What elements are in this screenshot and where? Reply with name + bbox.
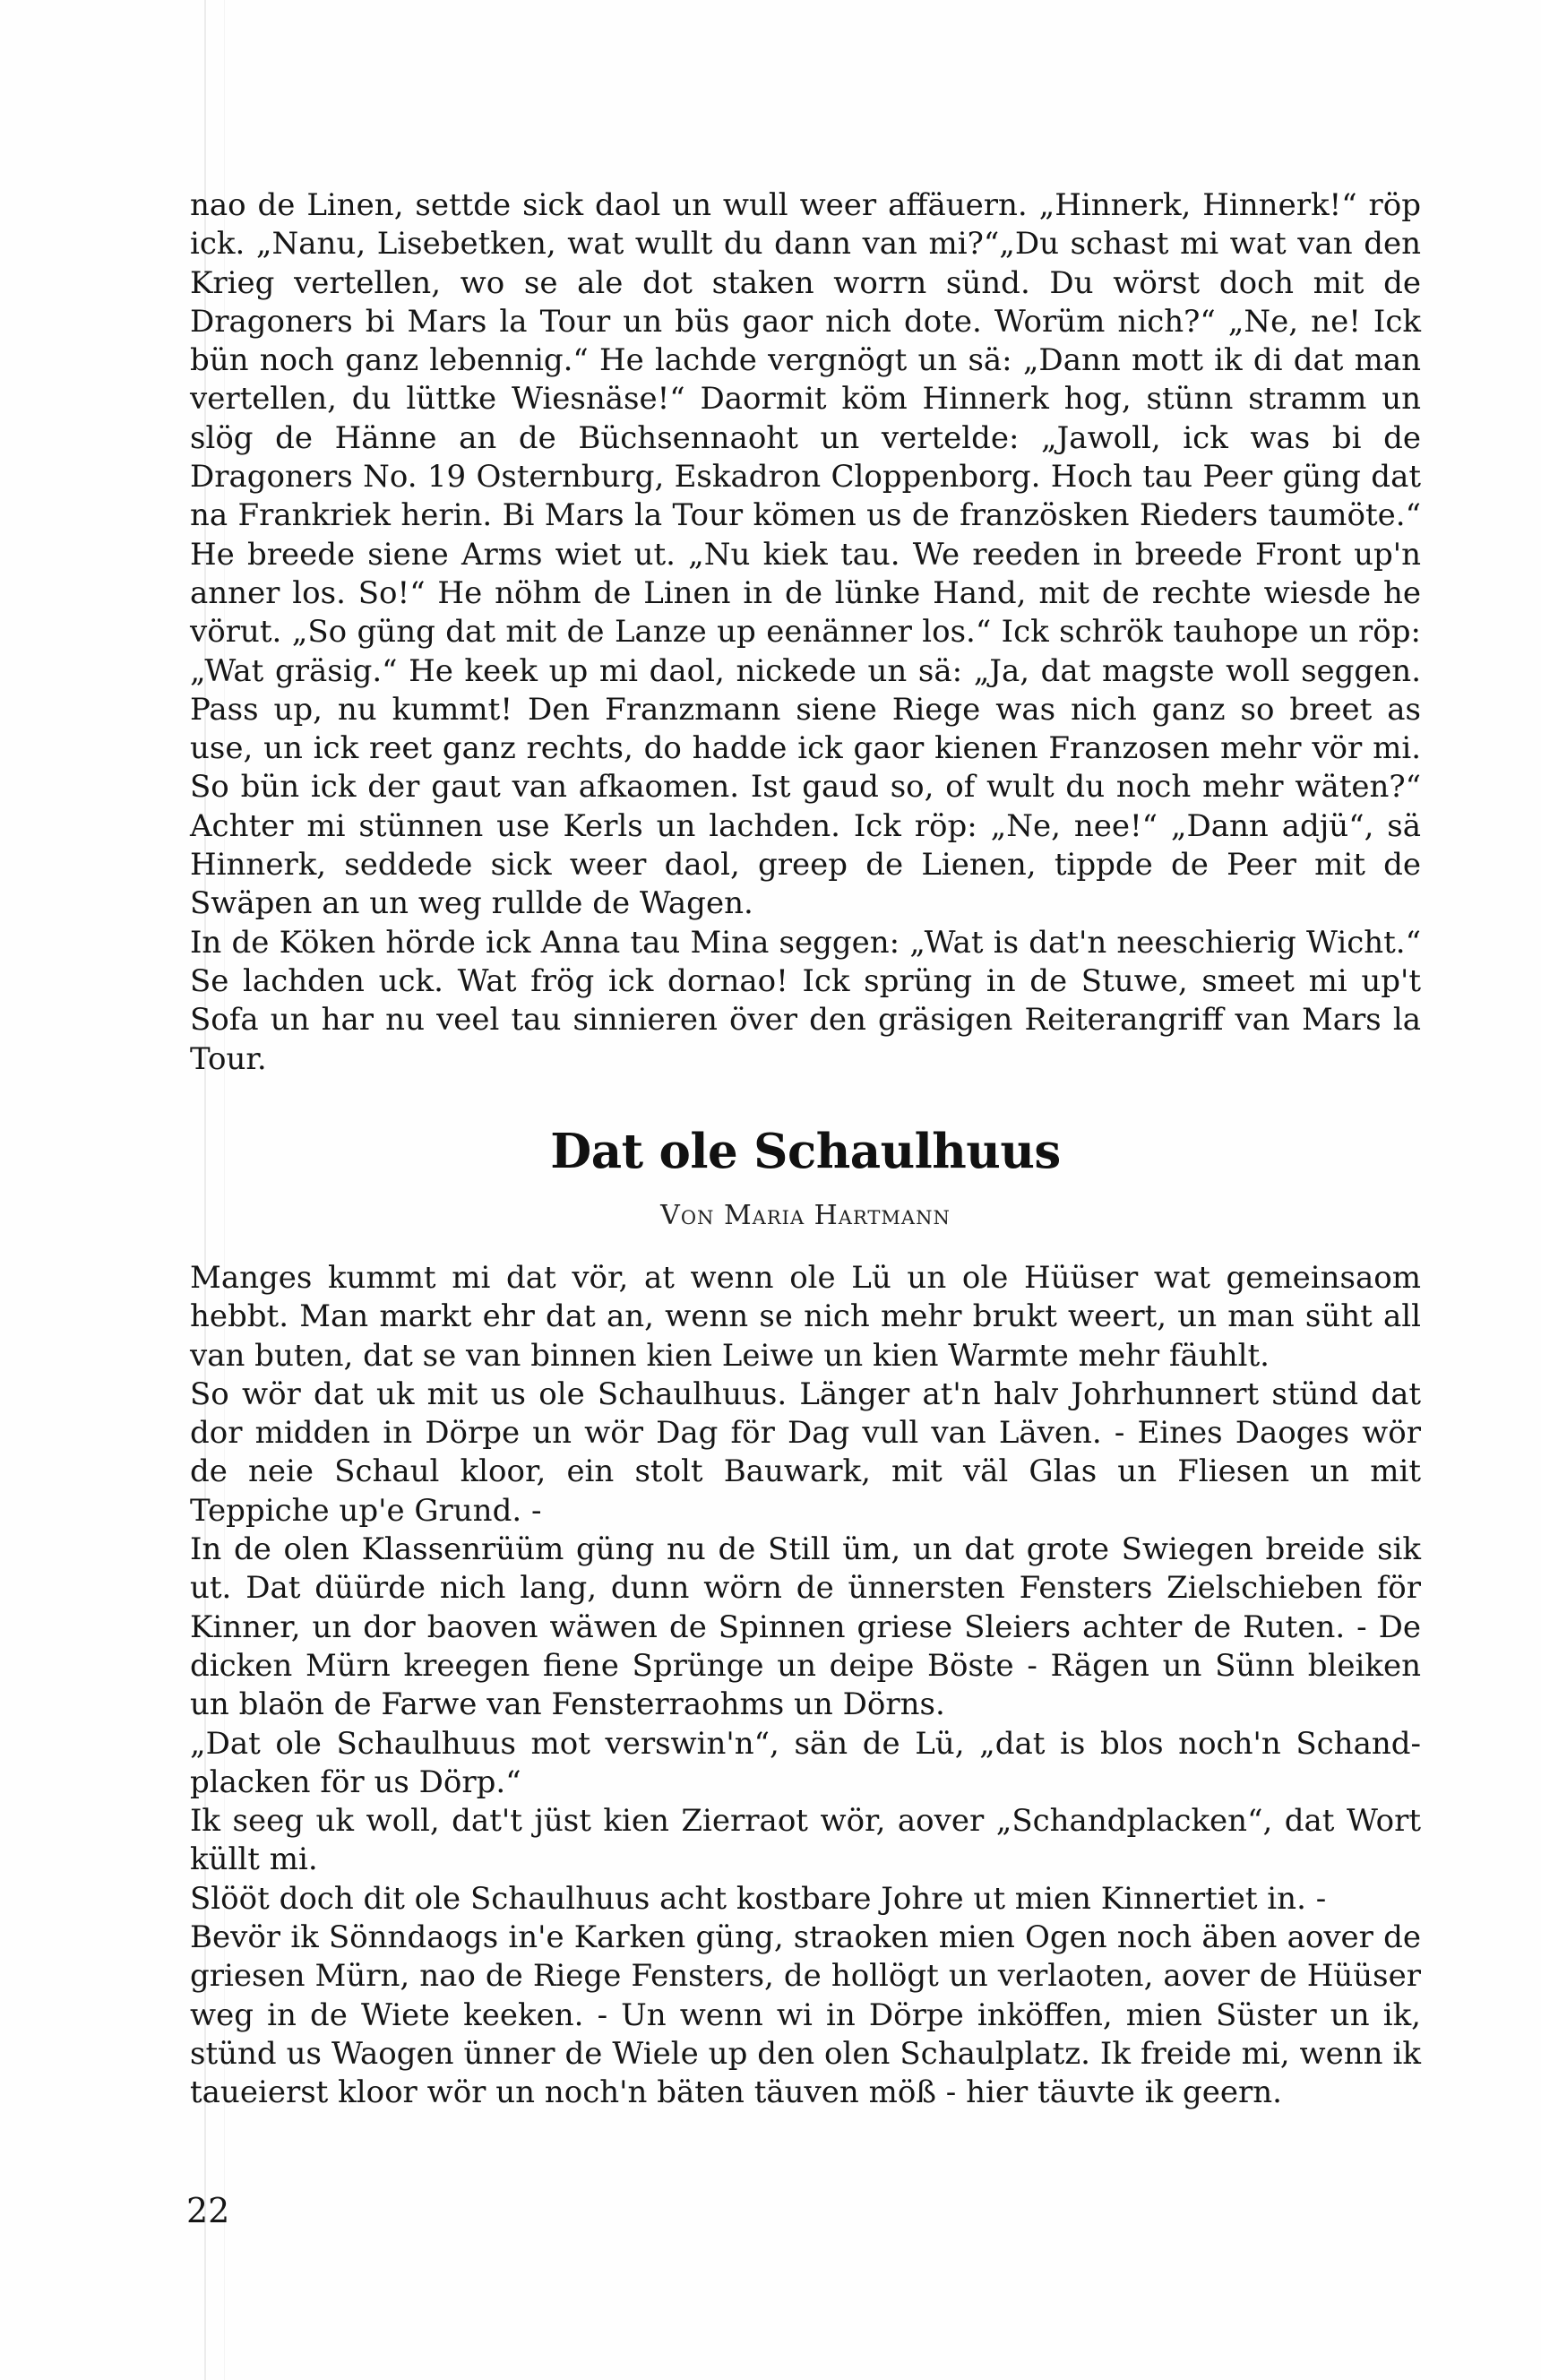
article-title: Dat ole Schaulhuus [550, 1124, 1061, 1179]
page-number: 22 [186, 2191, 230, 2230]
paragraph: In de Köken hörde ick Anna tau Mina seggen: „Wat is dat'n neeschierig Wicht.“ Se lachden uck. Wat frög ick dornao! Ick sprüng in de Stuwe, smeet mi up't Sofa un har nu veel tau sinnieren över den gräsigen Reiterangriff van Mars la Tour. [190, 924, 1421, 1077]
continuation-text [190, 186, 1421, 1079]
article-body [190, 1259, 1421, 2113]
paragraph: In de olen Klassenrüüm güng nu de Still üm, un dat grote Swiegen breide sik ut. Dat düürde nich lang, dunn wörn de ünnersten Fensters Zielschieben för Kinner, un dor baoven wäwen de Spinnen griese Sleiers achter de Ruten. - De dicken Mürn kreegen fiene Sprünge un deipe Böste - Rägen un Sünn bleiken un blaön de Farwe van Fensterraohms un Dörns. [190, 1531, 1421, 1723]
paragraph: Ik seeg uk woll, dat't jüst kien Zierraot wör, aover „Schandplacken“, dat Wort küllt mi. [190, 1803, 1421, 1878]
paragraph: Bevör ik Sönndaogs in'e Karken güng, straoken mien Ogen noch äben aover de griesen Mürn, nao de Riege Fensters, de hollögt un verlaoten, aover de Hüüser weg in de Wiete keeken. - Un wenn wi in Dörpe inköffen, mien Süster un ik, stünd us Waogen ünner de Wiele up den olen Schaulplatz. Ik freide mi, wenn ik taueierst kloor wör un noch'n bäten täuven möß - hier täuvte ik geern. [190, 1919, 1421, 2111]
paragraph: „Dat ole Schaulhuus mot verswin'n“, sän de Lü, „dat is blos noch'n Schandplacken för us Dörp.“ [190, 1725, 1421, 1800]
paragraph: Slööt doch dit ole Schaulhuus acht kostbare Johre ut mien Kinnertiet in. - [190, 1880, 1327, 1917]
paragraph: nao de Linen, settde sick daol un wull weer affäuern. „Hinnerk, Hinnerk!“ röp ick. „Nanu, Lisebetken, wat wullt du dann van mi?“„Du schast mi wat van den Krieg vertellen, wo se ale dot staken worrn sünd. Du wörst doch mit de Dragoners bi Mars la Tour un büs gaor nich dote. Worüm nich?“ „Ne, ne! Ick bün noch ganz lebennig.“ He lachde vergnögt un sä: „Dann mott ik di dat man vertellen, du lüttke Wiesnäse!“ Daormit köm Hinnerk hog, stünn stramm un slög de Hänne an de Büchsennaoht un vertelde: „Jawoll, ick was bi de Dragoners No. 19 Osternburg, Eskadron Cloppenborg. Hoch tau Peer güng dat na Frankriek herin. Bi Mars la Tour kömen us de französken Rieders taumöte.“ He breede siene Arms wiet ut. „Nu kiek tau. We reeden in breede Front up'n anner los. So!“ He nöhm de Linen in de lünke Hand, mit de rechte wiesde he vörut. „So güng dat mit de Lanze up eenänner los.“ Ick schrök tauhope un röp: „Wat gräsig.“ He keek up mi daol, nickede un sä: „Ja, dat magste woll seggen. Pass up, nu kummt! Den Franzmann siene Riege was nich ganz so breet as use, un ick reet ganz rechts, do hadde ick gaor kienen Franzosen mehr vör mi. So bün ick der gaut van afkaomen. Ist gaud so, of wult du noch mehr wäten?“ Achter mi stünnen use Kerls un lachden. Ick röp: „Ne, nee!“ „Dann adjü“, sä Hinnerk, seddede sick weer daol, greep de Lienen, tippde de Peer mit de Swäpen an un weg rullde de Wagen. [190, 187, 1421, 922]
article-byline: Von Maria Hartmann [660, 1200, 951, 1231]
paragraph: So wör dat uk mit us ole Schaulhuus. Länger at'n halv Johrhunnert stünd dat dor midden in Dörpe un wör Dag för Dag vull van Läven. - Eines Daoges wör de neie Schaul kloor, ein stolt Bauwark, mit väl Glas un Fliesen un mit Teppiche up'e Grund. - [190, 1375, 1421, 1529]
paragraph: Manges kummt mi dat vör, at wenn ole Lü un ole Hüüser wat gemeinsaom hebbt. Man markt ehr dat an, wenn se nich mehr brukt weert, un man süht all van buten, dat se van binnen kien Leiwe un kien Warmte mehr fäuhlt. [190, 1260, 1421, 1374]
